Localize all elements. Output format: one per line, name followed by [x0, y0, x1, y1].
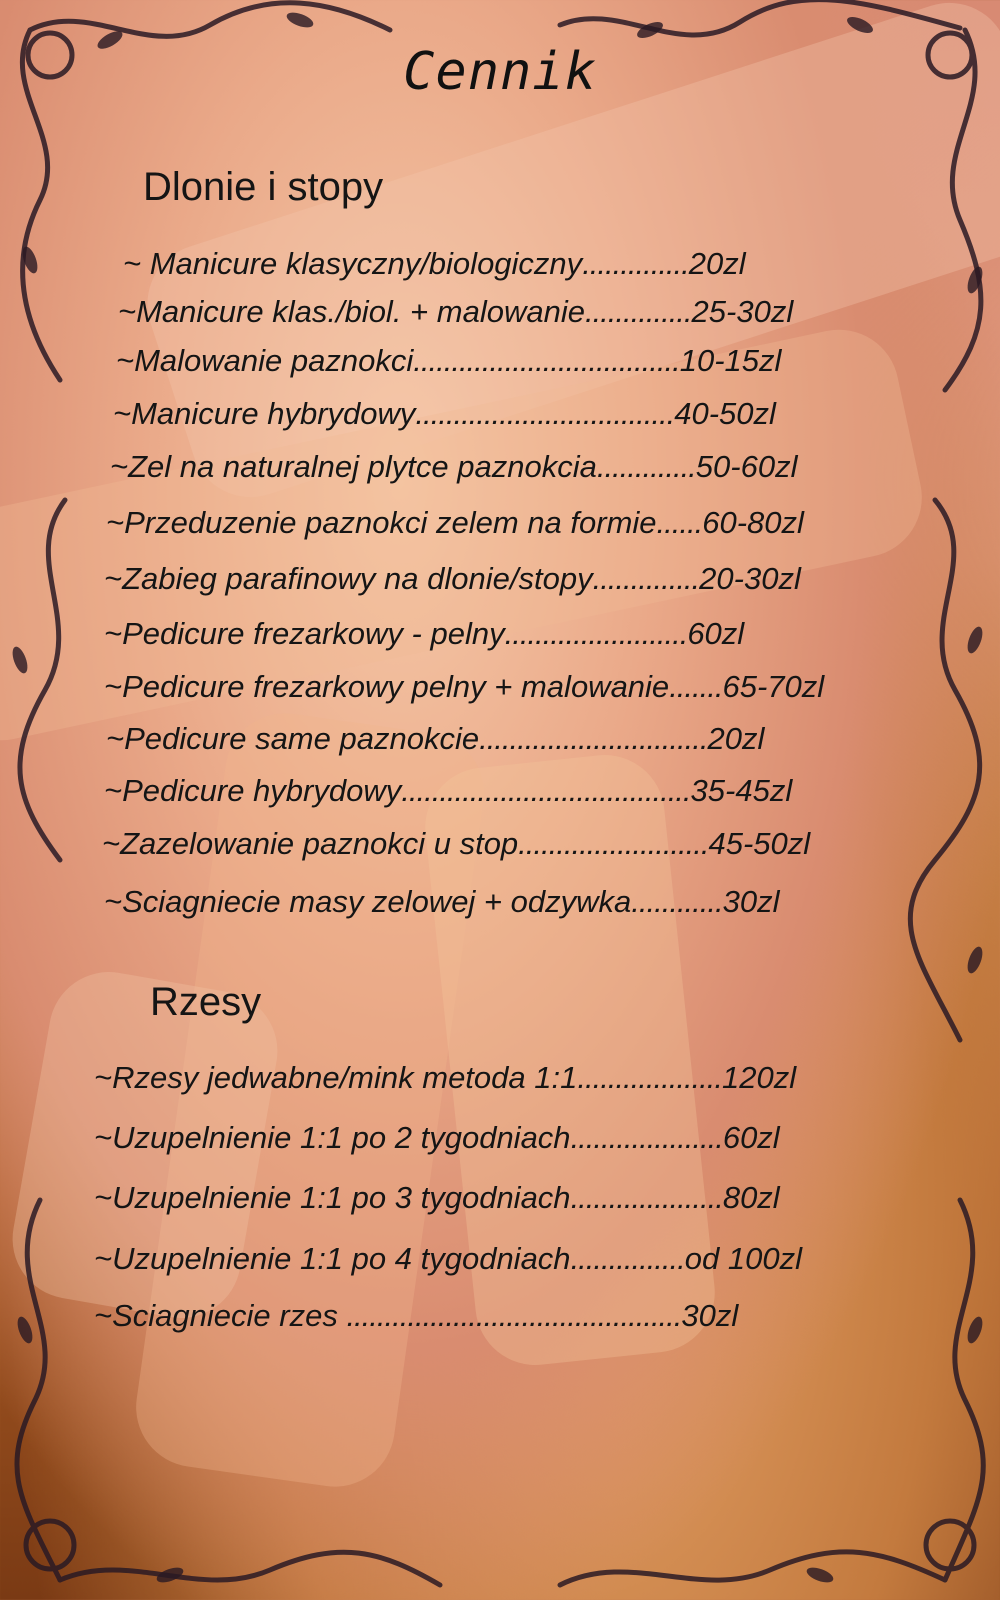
service-name: ~Manicure hybrydowy — [113, 396, 416, 431]
service-name: ~Uzupelnienie 1:1 po 3 tygodniach — [94, 1180, 571, 1215]
service-name: ~Sciagniecie rzes — [94, 1298, 347, 1333]
leader-dots: ...................................... — [401, 773, 691, 808]
service-price: 30zl — [722, 884, 780, 919]
service-price: 60-80zl — [702, 505, 804, 540]
service-price: 50-60zl — [695, 449, 798, 484]
leader-dots: .............. — [584, 294, 692, 329]
price-row — [94, 1298, 738, 1334]
price-row — [118, 294, 793, 330]
leader-dots: .............. — [582, 246, 689, 281]
service-name: ~Pedicure frezarkowy - pelny — [104, 616, 505, 651]
service-name: ~Sciagniecie masy zelowej + odzywka — [104, 884, 632, 919]
service-price: 40-50zl — [674, 396, 776, 431]
service-price: 35-45zl — [690, 773, 793, 808]
page-title: Cennik — [403, 42, 597, 102]
service-name: ~Uzupelnienie 1:1 po 4 tygodniach — [94, 1241, 571, 1276]
service-price: 45-50zl — [708, 826, 811, 861]
service-name: ~Pedicure same paznokcie — [106, 721, 480, 756]
service-price: 65-70zl — [722, 669, 825, 704]
service-name: ~Pedicure hybrydowy — [104, 773, 402, 808]
price-row — [104, 773, 792, 809]
service-name: ~ Manicure klasyczny/biologiczny — [123, 246, 583, 281]
price-row — [94, 1180, 780, 1216]
service-price: 25-30zl — [691, 294, 794, 329]
leader-dots: ...... — [656, 505, 703, 540]
service-price: 60zl — [687, 616, 745, 651]
service-price: 20-30zl — [699, 561, 801, 596]
service-price: 120zl — [722, 1060, 797, 1095]
leader-dots: .............................. — [479, 721, 708, 756]
price-row — [106, 505, 804, 541]
service-name: ~Malowanie paznokci — [116, 343, 414, 378]
service-name: ~Uzupelnienie 1:1 po 2 tygodniach — [94, 1120, 571, 1155]
price-row — [104, 616, 744, 652]
price-row — [104, 561, 801, 597]
leader-dots: ........................ — [504, 616, 688, 651]
service-price: 60zl — [722, 1120, 780, 1155]
price-row — [94, 1241, 802, 1277]
section-heading-lashes: Rzesy — [150, 980, 262, 1024]
price-row — [94, 1120, 780, 1156]
service-price: od 100zl — [684, 1241, 802, 1276]
service-name: ~Przeduzenie paznokci zelem na formie — [106, 505, 657, 540]
price-row — [113, 396, 776, 432]
service-price: 30zl — [681, 1298, 739, 1333]
price-row — [106, 721, 764, 757]
leader-dots: .............. — [592, 561, 700, 596]
leader-dots: ............... — [570, 1241, 685, 1276]
service-name: ~Zazelowanie paznokci u stop — [102, 826, 519, 861]
leader-dots: ................... — [577, 1060, 723, 1095]
service-name: ~Zel na naturalnej plytce paznokcia — [110, 449, 597, 484]
price-row — [110, 449, 797, 485]
price-row — [104, 669, 824, 705]
service-name: ~Manicure klas./biol. + malowanie — [118, 294, 585, 329]
leader-dots: ............. — [596, 449, 696, 484]
service-name: ~Pedicure frezarkowy pelny + malowanie — [104, 669, 670, 704]
leader-dots: ......................... — [518, 826, 709, 861]
price-row — [94, 1060, 796, 1096]
service-price: 80zl — [722, 1180, 780, 1215]
leader-dots: ....... — [669, 669, 723, 704]
price-row — [104, 884, 780, 920]
service-price: 10-15zl — [679, 343, 782, 378]
service-price: 20zl — [688, 246, 746, 281]
leader-dots: .................... — [570, 1120, 723, 1155]
service-name: ~Zabieg parafinowy na dlonie/stopy — [104, 561, 593, 596]
leader-dots: ................................... — [413, 343, 680, 378]
leader-dots: ............................................ — [346, 1298, 682, 1333]
price-row — [123, 246, 746, 282]
service-name: ~Rzesy jedwabne/mink metoda 1:1 — [94, 1060, 578, 1095]
leader-dots: .................... — [570, 1180, 723, 1215]
leader-dots: .................................. — [415, 396, 675, 431]
section-heading-hands-feet: Dlonie i stopy — [143, 165, 384, 209]
price-row — [102, 826, 810, 862]
price-row — [116, 343, 781, 379]
leader-dots: ............ — [631, 884, 723, 919]
service-price: 20zl — [707, 721, 765, 756]
